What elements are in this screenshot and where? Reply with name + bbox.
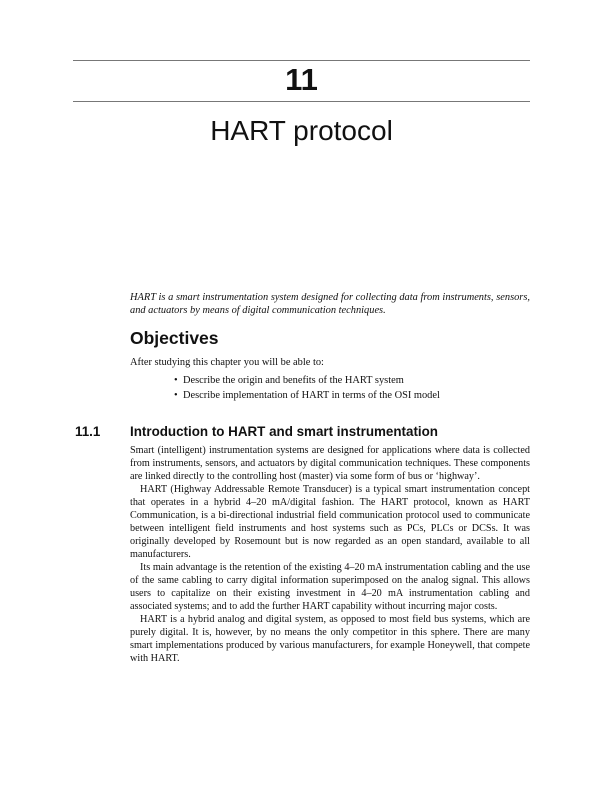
chapter-number: 11 — [285, 62, 318, 97]
bullet-icon: • — [174, 375, 178, 386]
chapter-title: HART protocol — [210, 115, 393, 146]
body-paragraph: HART is a hybrid analog and digital system, as opposed to most field bus systems, which are purely digital. It is, however, by no means the only competitor in this sphere. There are many smart implementations produced by various manufacturers, for example Honeywell, that compete with HART. — [130, 614, 530, 664]
objective-item — [174, 388, 440, 403]
objective-text: Describe implementation of HART in terms of the OSI model — [183, 390, 440, 401]
body-paragraph: Its main advantage is the retention of the existing 4–20 mA instrumentation cabling and the use of the same cabling to carry digital information superimposed on the analog signal. This allows users to capitalize on their existing investment in 4–20 mA instrumentation cabling and associated systems; and to add the further HART capability without incurring major costs. — [130, 562, 530, 612]
objectives-list — [174, 373, 440, 403]
chapter-rule-bottom — [73, 101, 530, 102]
objectives-heading: Objectives — [130, 328, 219, 348]
section-number: 11.1 — [75, 424, 101, 439]
body-paragraph: HART (Highway Addressable Remote Transducer) is a typical smart instrumentation concept that operates in a hybrid 4–20 mA/digital fashion. The HART protocol, known as HART Communication, is a bi-directional industrial field communication protocol used to communicate between intelligent field instruments and host systems such as PCs, PLCs or DCSs. It was originally developed by Rosemount but is now regarded as an open standard, available to all manufacturers. — [130, 484, 530, 560]
objective-item — [174, 373, 440, 388]
chapter-rule-top — [73, 60, 530, 61]
section-body — [130, 444, 530, 665]
objective-text: Describe the origin and benefits of the HART system — [183, 375, 404, 386]
section-title: Introduction to HART and smart instrumentation — [130, 424, 438, 439]
chapter-intro: HART is a smart instrumentation system designed for collecting data from instruments, sensors, and actuators by means of digital communication techniques. — [130, 292, 530, 316]
objectives-lead: After studying this chapter you will be able to: — [130, 357, 324, 368]
body-paragraph: Smart (intelligent) instrumentation systems are designed for applications where data is collected from instruments, sensors, and actuators by digital communication techniques. These components are linked directly to the controlling host (master) via some form of bus or ‘highway’. — [130, 445, 530, 482]
bullet-icon: • — [174, 390, 178, 401]
